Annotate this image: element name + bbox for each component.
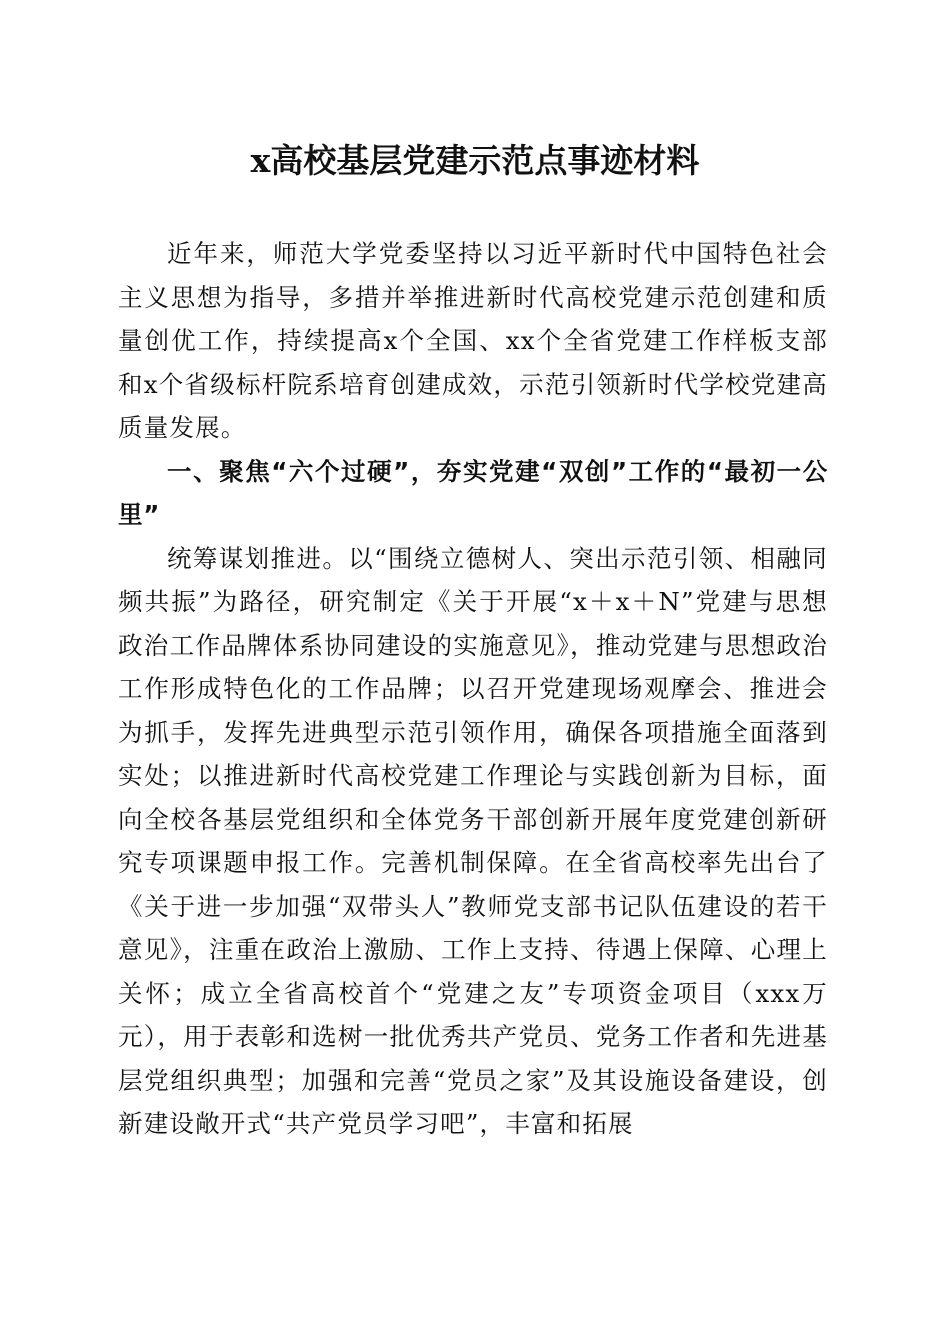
document-title: x高校基层党建示范点事迹材料 [250, 141, 700, 180]
document-body [118, 232, 828, 1146]
section-paragraph: 统筹谋划推进。以“围绕立德树人、突出示范引领、相融同频共振”为路径，研究制定《关于开展“x＋x＋N”党建与思想政治工作品牌体系协同建设的实施意见》，推动党建与思想政治工作形成特色化的工作品牌；以召开党建现场观摩会、推进会为抓手，发挥先进典型示范引领作用，确保各项措施全面落到实处；以推进新时代高校党建工作理论与实践创新为目标，面向全校各基层党组织和全体党务干部创新开展年度党建创新研究专项课题申报工作。完善机制保障。在全省高校率先出台了《关于进一步加强“双带头人”教师党支部书记队伍建设的若干意见》，注重在政治上激励、工作上支持、待遇上保障、心理上关怀；成立全省高校首个“党建之友”专项资金项目（xxx万元），用于表彰和选树一批优秀共产党员、党务工作者和先进基层党组织典型；加强和完善“党员之家”及其设施设备建设，创新建设敞开式“共产党员学习吧”，丰富和拓展 [118, 543, 828, 1138]
section-heading: 一、聚焦“六个过硬”，夯实党建“双创”工作的“最初一公里” [118, 456, 828, 529]
intro-paragraph: 近年来，师范大学党委坚持以习近平新时代中国特色社会主义思想为指导，多措并举推进新时代高校党建示范创建和质量创优工作，持续提高x个全国、xx个全省党建工作样板支部和x个省级标杆院系培育创建成效，示范引领新时代学校党建高质量发展。 [118, 239, 828, 442]
